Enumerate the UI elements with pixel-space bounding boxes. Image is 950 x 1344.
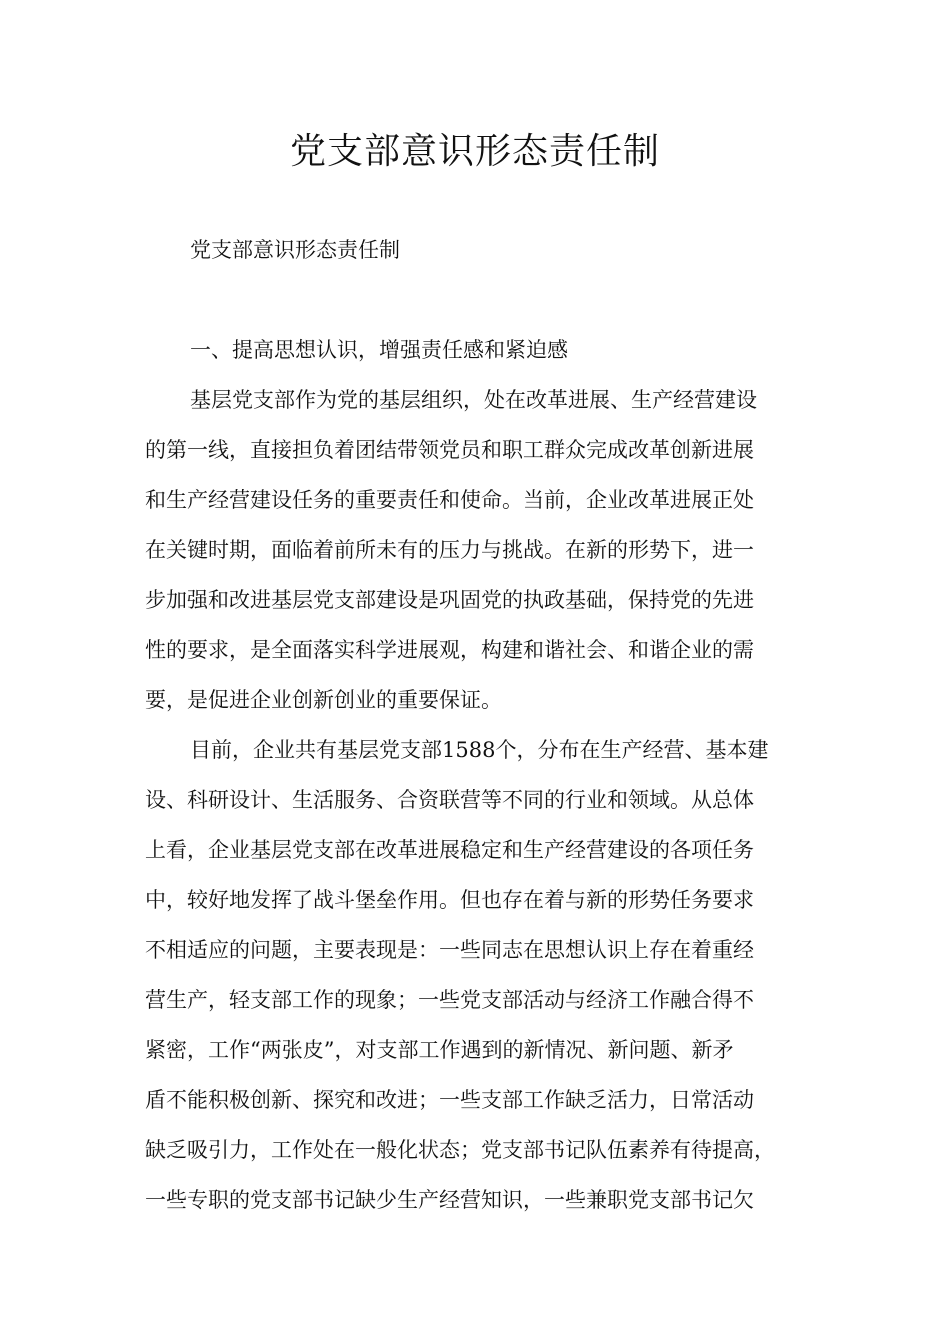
paragraph-line: 紧密，工作“两张皮”，对支部工作遇到的新情况、新问题、新矛 — [145, 1038, 734, 1062]
paragraph-line: 和生产经营建设任务的重要责任和使命。当前，企业改革进展正处 — [145, 488, 754, 512]
document-title: 党支部意识形态责任制 — [289, 131, 660, 172]
paragraph-line: 盾不能积极创新、探究和改进；一些支部工作缺乏活力，日常活动 — [145, 1088, 754, 1112]
paragraph-line: 步加强和改进基层党支部建设是巩固党的执政基础，保持党的先进 — [145, 588, 754, 612]
paragraph-line: 在关键时期，面临着前所未有的压力与挑战。在新的形势下，进一 — [145, 538, 754, 562]
paragraph-line: 基层党支部作为党的基层组织，处在改革进展、生产经营建设 — [190, 388, 757, 412]
paragraph-line: 性的要求，是全面落实科学进展观，构建和谐社会、和谐企业的需 — [145, 638, 754, 662]
paragraph-line: 营生产，轻支部工作的现象；一些党支部活动与经济工作融合得不 — [145, 988, 754, 1012]
paragraph-line: 中，较好地发挥了战斗堡垒作用。但也存在着与新的形势任务要求 — [145, 888, 754, 912]
paragraph-line: 不相适应的问题，主要表现是：一些同志在思想认识上存在着重经 — [145, 938, 754, 962]
paragraph-line: 设、科研设计、生活服务、合资联营等不同的行业和领域。从总体 — [145, 788, 754, 812]
paragraph-line: 上看，企业基层党支部在改革进展稳定和生产经营建设的各项任务 — [145, 838, 754, 862]
paragraph-line: 要，是促进企业创新创业的重要保证。 — [145, 688, 502, 712]
section-heading: 一、提高思想认识，增强责任感和紧迫感 — [190, 338, 568, 362]
paragraph-line: 一些专职的党支部书记缺少生产经营知识，一些兼职党支部书记欠 — [145, 1188, 754, 1212]
paragraph-line: 的第一线，直接担负着团结带领党员和职工群众完成改革创新进展 — [145, 438, 754, 462]
document-subtitle: 党支部意识形态责任制 — [190, 238, 400, 262]
paragraph-line: 目前，企业共有基层党支部1588个，分布在生产经营、基本建 — [190, 738, 769, 762]
paragraph-line: 缺乏吸引力，工作处在一般化状态；党支部书记队伍素养有待提高， — [145, 1138, 775, 1162]
